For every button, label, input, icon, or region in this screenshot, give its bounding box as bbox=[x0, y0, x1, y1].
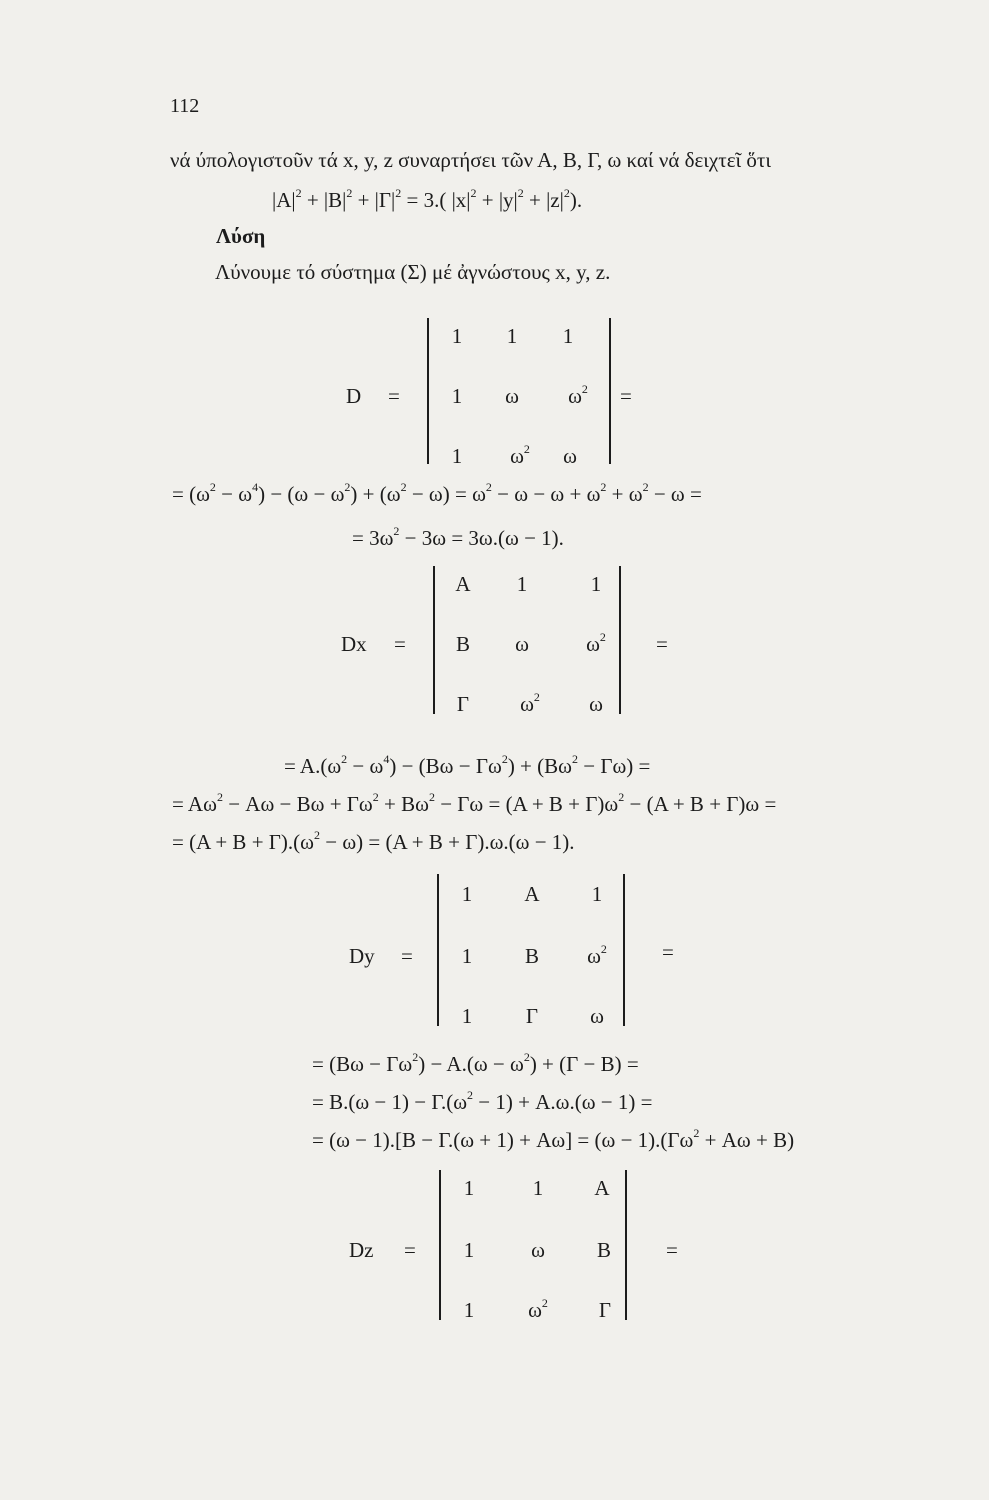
equals-sign: = bbox=[620, 384, 632, 408]
matrix-cell: B bbox=[524, 944, 540, 968]
matrix-cell: ω bbox=[531, 1238, 545, 1262]
matrix-cell: A bbox=[594, 1176, 610, 1200]
expansion-line: = $(\omega^2 - \omega^4) - (\omega - \omega^2) + (\omega^2 - \omega) = \omega^2 - \omega - \omega + \omega^2 + \omega^2 - \omega$ = bbox=[172, 480, 702, 506]
matrix-cell: 1 bbox=[451, 444, 463, 468]
matrix-cell: B bbox=[596, 1238, 612, 1262]
solve-sentence: Λύνουμε τό σύστημα (Σ) μέ ἀγνώστους x, y, z. bbox=[215, 260, 611, 284]
matrix-cell: 1 bbox=[591, 882, 603, 906]
matrix-cell: 1 bbox=[463, 1238, 475, 1262]
matrix-cell: $\omega^2$ bbox=[586, 630, 606, 656]
matrix-cell: B bbox=[455, 632, 471, 656]
determinant-left-bar bbox=[439, 1170, 441, 1320]
identity-formula: $|A|^2 + |B|^2 + |\Gamma|^2 = 3$.( $|x|^2 + |y|^2 + |z|^2$). bbox=[272, 186, 583, 212]
determinant-left-bar bbox=[437, 874, 439, 1026]
matrix-cell: Γ bbox=[598, 1298, 612, 1322]
determinant-right-bar bbox=[625, 1170, 627, 1320]
determinant-right-bar bbox=[609, 318, 611, 464]
matrix-cell: ω bbox=[563, 444, 577, 468]
matrix-cell: A bbox=[524, 882, 540, 906]
determinant-label: Dx bbox=[341, 632, 367, 656]
expansion-line: = $A\omega^2 - A\omega - B\omega + \Gamma\omega^2 + B\omega^2 - \Gamma\omega = (A + B + \Gamma)\omega^2 - (A + B + \Gamma)\omega$ = bbox=[172, 790, 777, 816]
equals-sign: = bbox=[666, 1238, 678, 1262]
matrix-cell: ω bbox=[589, 692, 603, 716]
expansion-line: = $(B\omega - \Gamma\omega^2) - A.(\omega - \omega^2) + (\Gamma - B)$ = bbox=[312, 1050, 639, 1076]
expansion-line: = $B.(\omega - 1) - \Gamma.(\omega^2 - 1) + A.\omega.(\omega - 1)$ = bbox=[312, 1088, 653, 1114]
equals-sign: = bbox=[388, 384, 400, 408]
determinant-label: D bbox=[346, 384, 362, 408]
matrix-cell: 1 bbox=[463, 1176, 475, 1200]
matrix-cell: 1 bbox=[451, 324, 463, 348]
matrix-cell: ω bbox=[505, 384, 519, 408]
solution-heading: Λύση bbox=[216, 224, 266, 248]
matrix-cell: $\omega^2$ bbox=[528, 1296, 548, 1322]
matrix-cell: $\omega^2$ bbox=[510, 442, 530, 468]
expansion-line: = $A.(\omega^2 - \omega^4) - (B\omega - \Gamma\omega^2) + (B\omega^2 - \Gamma\omega)$ = bbox=[284, 752, 651, 778]
equals-sign: = bbox=[404, 1238, 416, 1262]
matrix-cell: ω bbox=[590, 1004, 604, 1028]
matrix-cell: $\omega^2$ bbox=[587, 942, 607, 968]
matrix-cell: 1 bbox=[461, 944, 473, 968]
matrix-cell: $\omega^2$ bbox=[568, 382, 588, 408]
matrix-cell: Γ bbox=[456, 692, 470, 716]
matrix-cell: 1 bbox=[461, 882, 473, 906]
matrix-cell: 1 bbox=[461, 1004, 473, 1028]
determinant-left-bar bbox=[427, 318, 429, 464]
matrix-cell: 1 bbox=[451, 384, 463, 408]
expansion-line: = $(\omega - 1).[B - \Gamma.(\omega + 1) + A\omega] = (\omega - 1).(\Gamma\omega^2 + A\omega + B)$ bbox=[312, 1126, 795, 1152]
matrix-cell: ω bbox=[515, 632, 529, 656]
page-number: 112 bbox=[170, 95, 200, 117]
determinant-label: Dy bbox=[349, 944, 375, 968]
matrix-cell: 1 bbox=[590, 572, 602, 596]
equals-sign: = bbox=[394, 632, 406, 656]
expansion-line: = $3\omega^2 - 3\omega = 3\omega.(\omega - 1)$. bbox=[352, 524, 564, 550]
determinant-label: Dz bbox=[349, 1238, 374, 1262]
matrix-cell: A bbox=[455, 572, 471, 596]
matrix-cell: 1 bbox=[506, 324, 518, 348]
equals-sign: = bbox=[401, 944, 413, 968]
matrix-cell: $\omega^2$ bbox=[520, 690, 540, 716]
matrix-cell: 1 bbox=[516, 572, 528, 596]
determinant-right-bar bbox=[623, 874, 625, 1026]
matrix-cell: 1 bbox=[463, 1298, 475, 1322]
equals-sign: = bbox=[662, 940, 674, 964]
determinant-right-bar bbox=[619, 566, 621, 714]
equals-sign: = bbox=[656, 632, 668, 656]
determinant-left-bar bbox=[433, 566, 435, 714]
matrix-cell: 1 bbox=[562, 324, 574, 348]
intro-text: νά ύπολογιστοῦν τά x, y, z συναρτήσει τῶν Α, Β, Γ, ω καί νά δειχτεῖ ὅτι bbox=[170, 148, 772, 172]
matrix-cell: Γ bbox=[525, 1004, 539, 1028]
expansion-line: = $(A + B + \Gamma).(\omega^2 - \omega) = (A + B + \Gamma).\omega.(\omega - 1)$. bbox=[172, 828, 575, 854]
matrix-cell: 1 bbox=[532, 1176, 544, 1200]
